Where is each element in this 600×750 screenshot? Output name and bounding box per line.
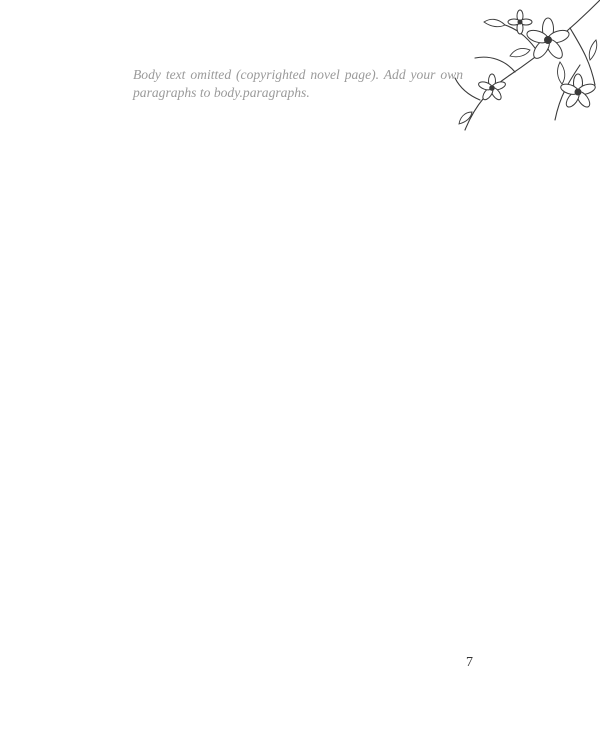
page-number: 7 xyxy=(466,655,473,670)
body-text xyxy=(133,66,463,103)
body-text-placeholder: Body text omitted (copyrighted novel page). Add your own paragraphs to body.paragraphs. xyxy=(133,67,463,101)
